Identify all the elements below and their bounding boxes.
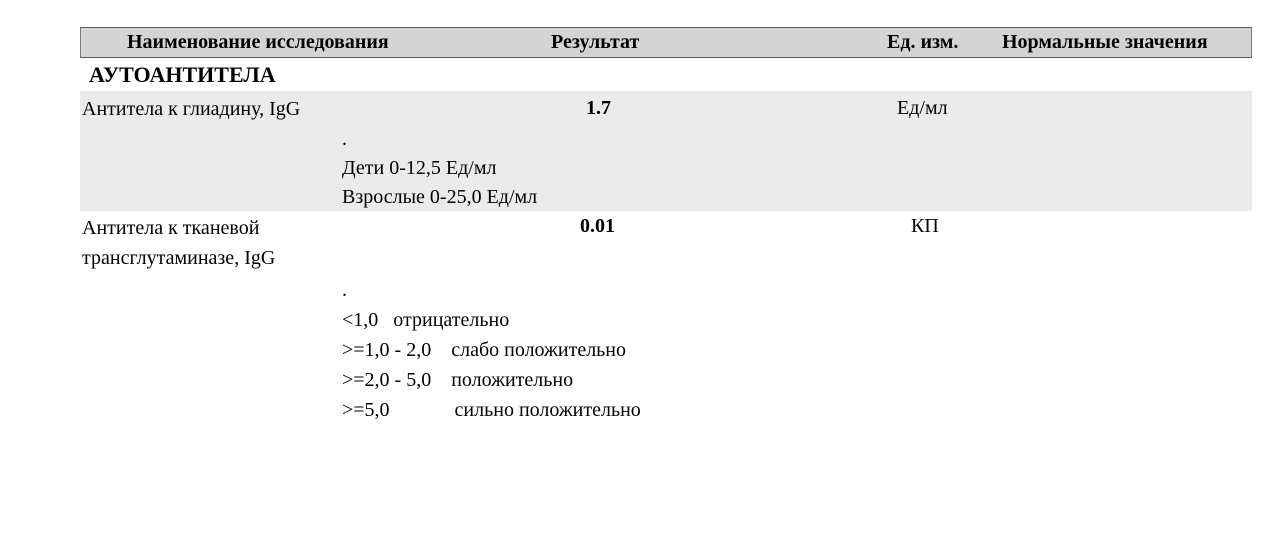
test-name: Антитела к тканевой трансглутаминазе, IgG — [82, 217, 276, 269]
section-heading — [80, 58, 1252, 91]
lab-results-document — [80, 27, 1252, 433]
test-name: Антитела к глиадину, IgG — [82, 98, 301, 120]
units: Ед/мл — [897, 97, 948, 119]
table-row — [80, 91, 1252, 211]
table-header — [80, 27, 1252, 58]
reference-range: . Дети 0-12,5 Ед/мл Взрослые 0-25,0 Ед/мл — [342, 128, 538, 208]
section-title: АУТОАНТИТЕЛА — [89, 62, 276, 87]
reference-range: . <1,0 отрицательно >=1,0 - 2,0 слабо положительно >=2,0 - 5,0 положительно >=5,0 сильно положительно — [342, 279, 641, 421]
result-value: 1.7 — [586, 97, 611, 119]
result-value: 0.01 — [580, 215, 615, 237]
header-units: Ед. изм. — [887, 31, 959, 53]
header-normal-values: Нормальные значения — [1002, 31, 1208, 53]
units: КП — [911, 215, 939, 237]
header-result: Результат — [551, 31, 640, 53]
header-test-name: Наименование исследования — [127, 31, 389, 53]
table-row — [80, 211, 1252, 433]
